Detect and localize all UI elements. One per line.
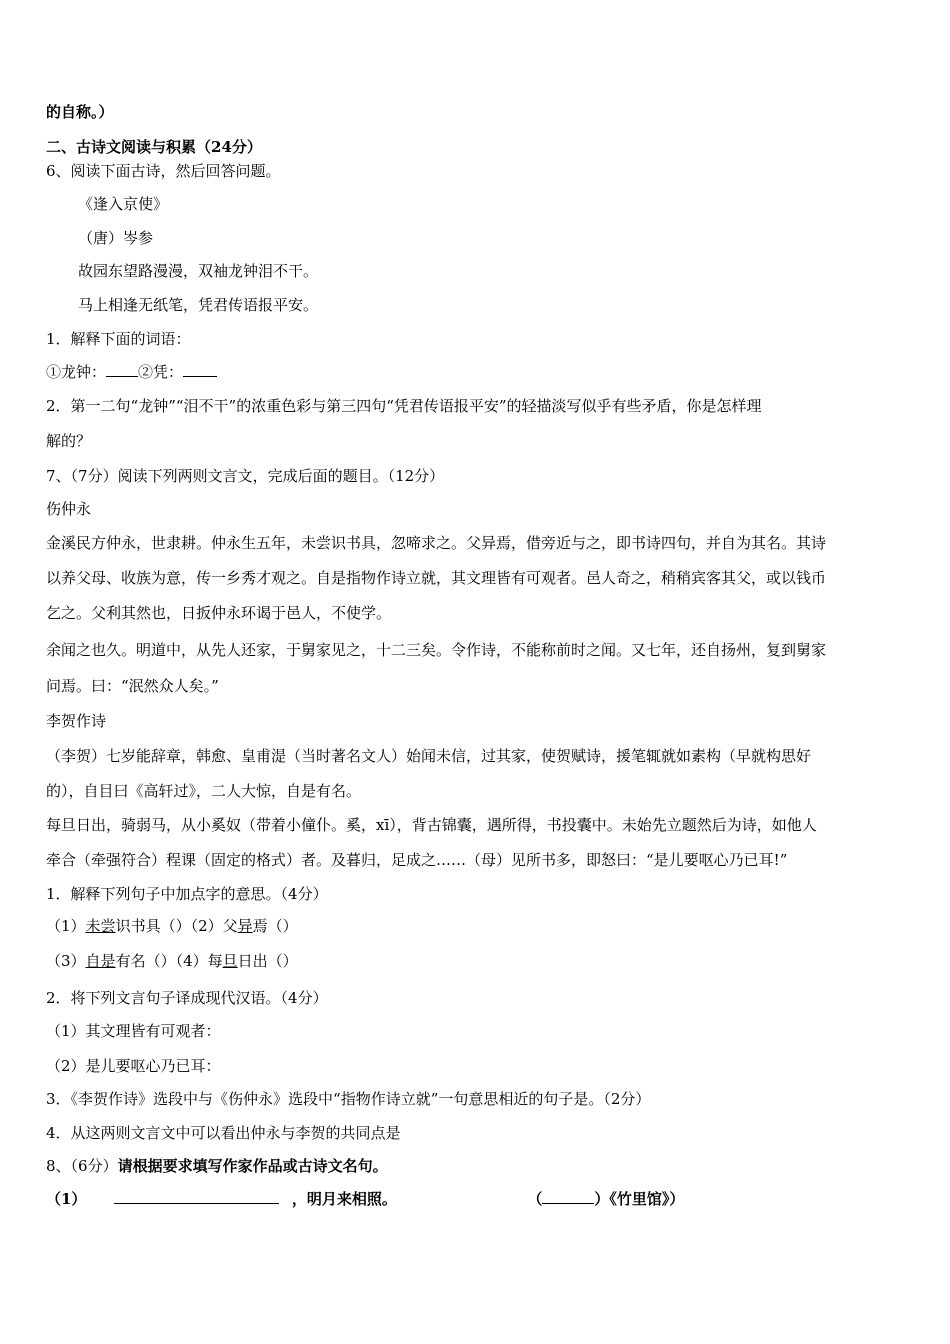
poem-line: [78, 295, 910, 315]
text: 二、古诗文阅读与积累（24分）: [46, 138, 262, 156]
text: （李贺）七岁能辞章，韩愈、皇甫湜（当时著名文人）始闻未信，过其家，使贺赋诗，援笔辄就如素构（早就构思好: [46, 747, 812, 765]
text: 问焉。曰：“泯然众人矣。”: [46, 677, 219, 695]
text: 日出（）: [237, 952, 298, 970]
answer-blank[interactable]: [106, 362, 138, 377]
answer-blank[interactable]: [183, 362, 217, 377]
text: （3）: [46, 952, 86, 970]
fill-blank-line: [46, 362, 910, 382]
poem-title: [78, 194, 910, 214]
dotted-word: 未尝: [85, 917, 116, 935]
poem-line: [78, 261, 910, 281]
text: 1．解释下列句子中加点字的意思。（4分）: [46, 885, 328, 903]
passage-title: [46, 711, 910, 731]
text: 李贺作诗: [46, 712, 107, 730]
question-heading: [46, 1156, 910, 1176]
sub-question: [46, 396, 910, 416]
passage-line: [46, 746, 910, 766]
sub-question: [46, 1089, 910, 1109]
sub-question-items: [46, 951, 910, 971]
text: 2．将下列文言句子译成现代汉语。（4分）: [46, 989, 328, 1007]
text: 马上相逢无纸笔，凭君传语报平安。: [78, 296, 319, 314]
text: 解的？: [46, 432, 92, 450]
dotted-word: 异: [237, 917, 253, 935]
passage-line: [46, 781, 910, 801]
answer-blank[interactable]: [114, 1189, 279, 1204]
text: 每旦日出，骑弱马，从小奚奴（带着小僮仆。奚，xī），背古锦囊，遇所得，书投囊中。未始先立题然后为诗，如他人: [46, 816, 817, 834]
question-heading: [46, 466, 910, 486]
text: （唐）岑参: [78, 229, 154, 247]
text-line: [46, 431, 910, 451]
passage-line: [46, 850, 910, 870]
text: 8、（6分）: [46, 1157, 118, 1175]
text: 伤仲永: [46, 500, 92, 518]
text: ②凭：: [138, 363, 184, 381]
poem-author: [78, 228, 910, 248]
text: （1）: [46, 1190, 87, 1208]
text: 识书具（）（2）父: [115, 917, 238, 935]
text: 余闻之也久。明道中，从先人还家，于舅家见之，十二三矣。令作诗，不能称前时之闻。又七年，还自扬州，复到舅家: [46, 641, 827, 659]
sub-question-item: [46, 1056, 910, 1076]
text: 牵合（牵强符合）程课（固定的格式）者。及暮归，足成之……（母）见所书多，即怒曰：“是儿要呕心乃已耳!”: [46, 851, 788, 869]
text: 2．第一二句“龙钟”“泪不干”的浓重色彩与第三四句“凭君传语报平安”的轻描淡写似乎有些矛盾，你是怎样理: [46, 397, 762, 415]
text: 乞之。父利其然也，日扳仲永环谒于邑人，不使学。: [46, 604, 392, 622]
sub-question: [46, 884, 910, 904]
dotted-word: 旦: [222, 952, 238, 970]
passage-line: [46, 603, 910, 623]
text: 4．从这两则文言文中可以看出仲永与李贺的共同点是: [46, 1124, 401, 1142]
passage-line: [46, 815, 910, 835]
text: 6、阅读下面古诗，然后回答问题。: [46, 162, 281, 180]
text: 焉（）: [252, 917, 298, 935]
passage-title: [46, 499, 910, 519]
text: 金溪民方仲永，世隶耕。仲永生五年，未尝识书具，忽啼求之。父异焉，借旁近与之，即书诗四句，并自为其名。其诗: [46, 534, 827, 552]
text: （: [527, 1190, 543, 1208]
text: （1）: [46, 917, 86, 935]
sub-question-item: [46, 1021, 910, 1041]
sub-question: [46, 329, 910, 349]
text: 有名（）（4）每: [115, 952, 223, 970]
text: 以养父母、收族为意，传一乡秀才观之。自是指物作诗立就，其文理皆有可观者。邑人奇之，稍稍宾客其父，或以钱币: [46, 569, 827, 587]
text: ，明月来相照。: [291, 1190, 397, 1208]
answer-blank[interactable]: [542, 1189, 594, 1204]
text: 请根据要求填写作家作品或古诗文名句。: [117, 1157, 388, 1175]
text: 的自称。）: [46, 103, 114, 121]
passage-line: [46, 676, 910, 696]
question-heading: [46, 161, 910, 181]
text: （1）其文理皆有可观者：: [46, 1022, 221, 1040]
sub-question: [46, 988, 910, 1008]
section-heading: [46, 137, 910, 157]
text: （2）是儿要呕心乃已耳：: [46, 1057, 221, 1075]
passage-line: [46, 568, 910, 588]
dotted-word: 自是: [85, 952, 116, 970]
passage-line: [46, 640, 910, 660]
text: 7、（7分）阅读下列两则文言文，完成后面的题目。（12分）: [46, 467, 445, 485]
text: 1．解释下面的词语：: [46, 330, 191, 348]
text: ）《竹里馆》）: [594, 1190, 685, 1208]
text: 3．《李贺作诗》选段中与《伤仲永》选段中“指物作诗立就”一句意思相近的句子是。（2分）: [46, 1090, 651, 1108]
passage-line: [46, 533, 910, 553]
text: ①龙钟：: [46, 363, 107, 381]
fill-blank-line: [46, 1189, 910, 1209]
sub-question: [46, 1123, 910, 1143]
text: 的），自目曰《高轩过》，二人大惊，自是有名。: [46, 782, 362, 800]
sub-question-items: [46, 916, 910, 936]
text: 故园东望路漫漫，双袖龙钟泪不干。: [78, 262, 319, 280]
text-line: [46, 102, 910, 122]
text: 《逢入京使》: [78, 195, 169, 213]
